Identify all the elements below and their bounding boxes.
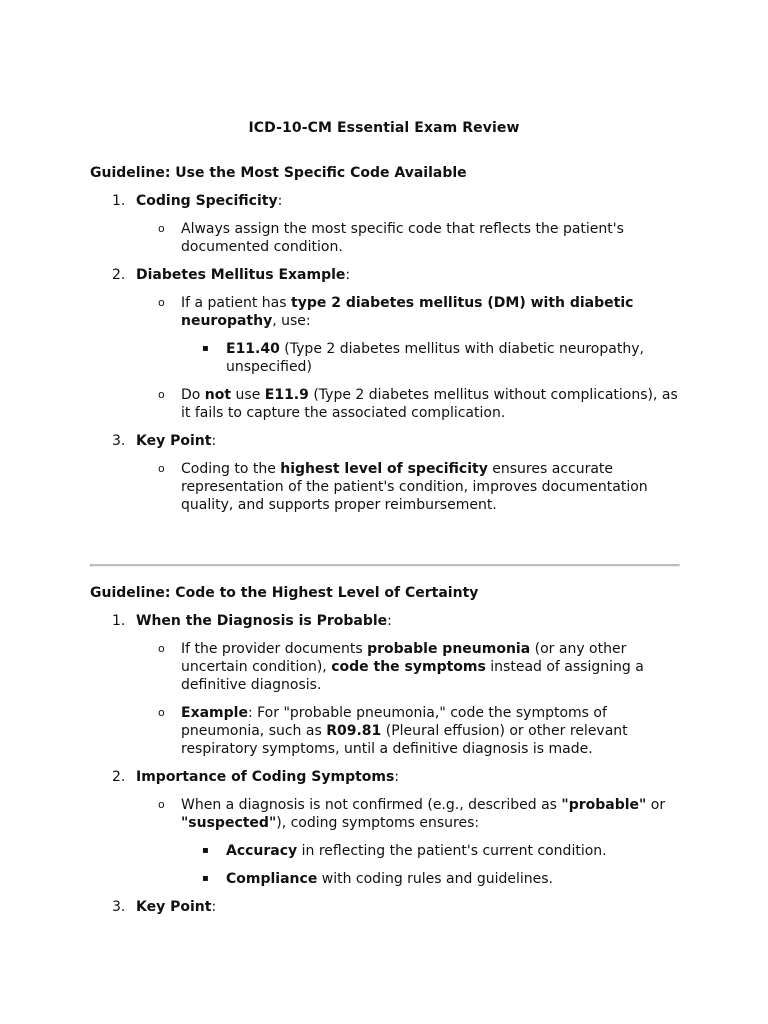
section-divider bbox=[90, 564, 680, 567]
item-label: Key Point bbox=[136, 899, 212, 915]
bullet-item: o Coding to the highest level of specificity ensures accurate representation of the patient's condition, improves documentation quality, and supports proper reimbursement. bbox=[158, 461, 648, 513]
bullet-item: o If a patient has type 2 diabetes mellitus (DM) with diabetic neuropathy, use: bbox=[158, 295, 634, 329]
list-number: 3. bbox=[112, 899, 126, 915]
bullet-item: o If the provider documents probable pneumonia (or any other uncertain condition), code the symptoms instead of assigning a definitive diagnosis. bbox=[158, 641, 644, 693]
bullet-item: o Do not use E11.9 (Type 2 diabetes mellitus without complications), as it fails to capture the associated complication. bbox=[158, 387, 678, 421]
item-label: Coding Specificity bbox=[136, 193, 278, 209]
list-number: 1. bbox=[112, 613, 126, 629]
list-item: 2. Diabetes Mellitus Example: bbox=[112, 267, 351, 283]
circle-bullet-icon: o bbox=[158, 642, 165, 655]
guideline-section-specificity bbox=[90, 164, 680, 514]
square-bullet-icon: ▪ bbox=[202, 343, 209, 354]
bullet-item: o When a diagnosis is not confirmed (e.g., described as "probable" or "suspected"), coding symptoms ensures: bbox=[158, 797, 666, 831]
circle-bullet-icon: o bbox=[158, 462, 165, 475]
list-item: 1. When the Diagnosis is Probable: bbox=[112, 613, 392, 629]
section-heading: Guideline: Use the Most Specific Code Available bbox=[90, 165, 467, 181]
sub-bullet-item: ▪ E11.40 (Type 2 diabetes mellitus with diabetic neuropathy, unspecified) bbox=[202, 341, 644, 375]
circle-bullet-icon: o bbox=[158, 296, 165, 309]
list-number: 3. bbox=[112, 433, 126, 449]
square-bullet-icon: ▪ bbox=[202, 873, 209, 884]
sub-bullet-item: ▪ Compliance with coding rules and guidelines. bbox=[202, 871, 553, 887]
list-item: 2. Importance of Coding Symptoms: bbox=[112, 769, 400, 785]
list-item: 3. Key Point: bbox=[112, 433, 217, 449]
list-item: 3. Key Point: bbox=[112, 899, 217, 915]
square-bullet-icon: ▪ bbox=[202, 845, 209, 856]
bullet-item: o Always assign the most specific code that reflects the patient's documented condition. bbox=[158, 221, 624, 255]
circle-bullet-icon: o bbox=[158, 388, 165, 401]
guideline-section-certainty bbox=[90, 584, 680, 916]
section-heading: Guideline: Code to the Highest Level of Certainty bbox=[90, 585, 479, 601]
list-number: 2. bbox=[112, 769, 126, 785]
circle-bullet-icon: o bbox=[158, 222, 165, 235]
sub-bullet-item: ▪ Accuracy in reflecting the patient's current condition. bbox=[202, 843, 607, 859]
item-label: When the Diagnosis is Probable bbox=[136, 613, 388, 629]
item-label: Key Point bbox=[136, 433, 212, 449]
list-number: 2. bbox=[112, 267, 126, 283]
document-title: ICD-10-CM Essential Exam Review bbox=[248, 120, 520, 136]
item-label: Diabetes Mellitus Example bbox=[136, 267, 346, 283]
circle-bullet-icon: o bbox=[158, 706, 165, 719]
bullet-item: o Example: For "probable pneumonia," code the symptoms of pneumonia, such as R09.81 (Pleural effusion) or other relevant respiratory symptoms, until a definitive diagnosis is made. bbox=[158, 705, 628, 757]
circle-bullet-icon: o bbox=[158, 798, 165, 811]
list-item: 1. Coding Specificity: bbox=[112, 193, 283, 209]
list-number: 1. bbox=[112, 193, 126, 209]
item-label: Importance of Coding Symptoms bbox=[136, 769, 395, 785]
